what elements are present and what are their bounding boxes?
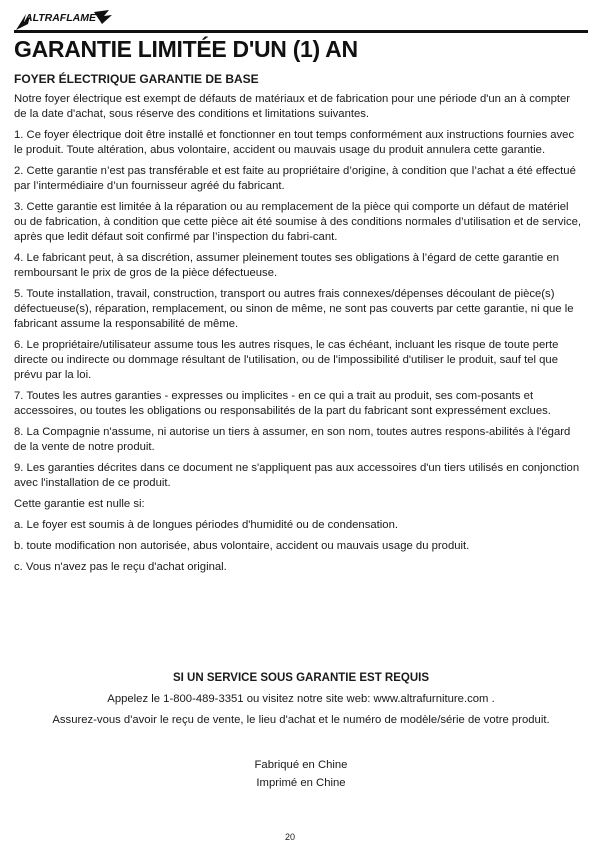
origin-info (0, 756, 602, 792)
void-item-c: c. Vous n'avez pas le reçu d'achat original. (14, 561, 227, 573)
section-heading: FOYER ÉLECTRIQUE GARANTIE DE BASE (14, 72, 259, 86)
service-heading: SI UN SERVICE SOUS GARANTIE EST REQUIS (172, 672, 430, 684)
void-item-a: a. Le foyer est soumis à de longues périodes d'humidité ou de condensation. (14, 519, 398, 531)
page-title: GARANTIE LIMITÉE D'UN (1) AN (14, 36, 358, 62)
logo-text: ALTRAFLAME (25, 12, 96, 24)
warranty-item-6: 6. Le propriétaire/utilisateur assume tous les autres risques, le cas échéant, incluant les risque de toute perte directe ou indirecte ou dommage résultant de l'utilisation, ou de l'impossibilité d'utiliser le produit, sauf tel que prévu par la loi. (14, 339, 559, 381)
service-requirements: Assurez-vous d'avoir le reçu de vente, le lieu d'achat et le numéro de modèle/série de votre produit. (52, 714, 550, 726)
warranty-item-4: 4. Le fabricant peut, à sa discrétion, assumer pleinement toutes ses obligations à l’égard de cette garantie en remboursant le prix de gros de la pièce défectueuse. (14, 252, 560, 279)
warranty-item-9: 9. Les garanties décrites dans ce document ne s'appliquent pas aux accessoires d'un tiers utilisés en conjonction avec l'installation de ce produit. (14, 462, 580, 489)
void-intro: Cette garantie est nulle si: (14, 498, 145, 510)
title-rule (14, 30, 588, 33)
service-section (0, 670, 602, 734)
service-contact: Appelez le 1-800-489-3351 ou visitez notre site web: www.altrafurniture.com . (107, 693, 495, 705)
warranty-item-3: 3. Cette garantie est limitée à la réparation ou au remplacement de la pièce qui comporte un défaut de matériel ou de fabrication, à condition que cette pièce ait été soumise à des conditions normales d’utilisation et de service, après que ledit défaut soit confirmé par l’inspection du fabri-cant. (14, 201, 582, 243)
warranty-item-8: 8. La Compagnie n'assume, ni autorise un tiers à assumer, en son nom, toutes autres respons-abilités à l'égard de la vente de notre produit. (14, 426, 571, 453)
intro-paragraph: Notre foyer électrique est exempt de défauts de matériaux et de fabrication pour une période d'un an à compter de la date d'achat, sous réserve des conditions et limitations suivantes. (14, 93, 571, 120)
printed-in: Imprimé en Chine (256, 777, 346, 789)
warranty-item-1: 1. Ce foyer électrique doit être installé et fonctionner en tout temps conformément aux instructions fournies avec le produit. Toute altération, abus volontaire, accident ou mauvais usage du produit annulera cette garantie. (14, 129, 575, 156)
page-number: 20 (284, 832, 295, 842)
warranty-item-7: 7. Toutes les autres garanties - expresses ou implicites - en ce qui a trait au produit, ses com-posants et accessoires, ou toutes les obligations ou responsabilités de la part du fabricant sont expressément exclues. (14, 390, 551, 417)
made-in: Fabriqué en Chine (254, 759, 348, 771)
warranty-item-2: 2. Cette garantie n’est pas transférable et est faite au propriétaire d’origine, à condition que l’achat a été effectué par l’intermédiaire d’un fournisseur agréé du fabricant. (14, 165, 576, 192)
warranty-item-5: 5. Toute installation, travail, construction, transport ou autres frais connexes/dépenses découlant de pièce(s) défectueuse(s), réparation, remplacement, ou sinon de même, ne sont pas couverts par cette garantie, ni que le fabricant assume la responsabilité de même. (14, 288, 574, 330)
altraflame-logo (14, 8, 114, 32)
void-item-b: b. toute modification non autorisée, abus volontaire, accident ou mauvais usage du produit. (14, 540, 470, 552)
warranty-content (14, 71, 584, 581)
